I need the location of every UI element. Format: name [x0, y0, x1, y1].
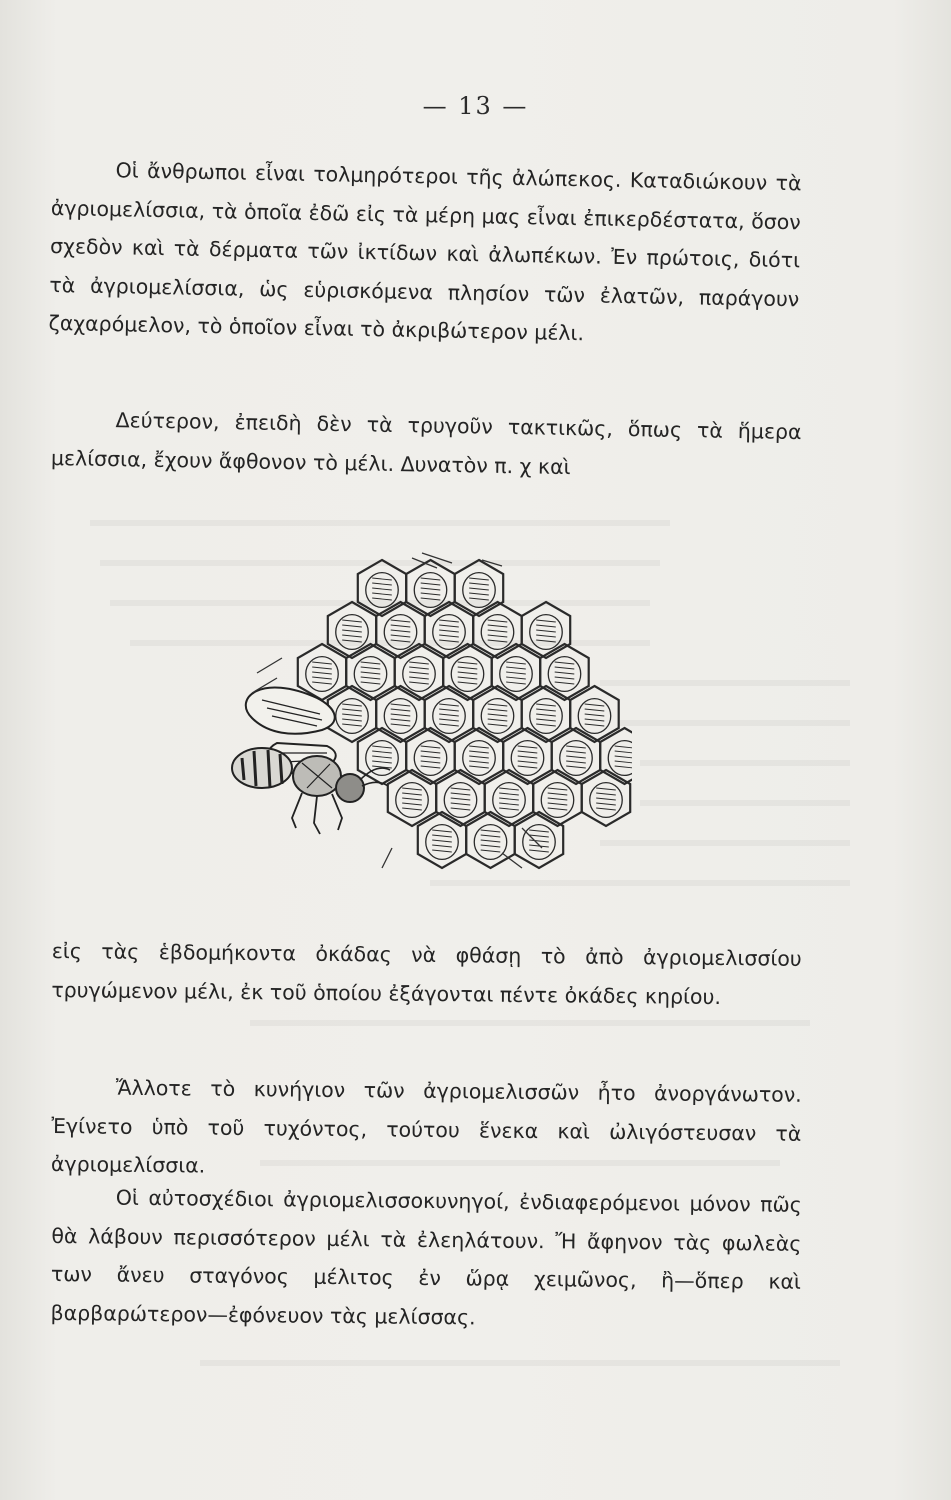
honeycomb-cell-cap [414, 741, 446, 776]
honeycomb-cell-cap [500, 657, 532, 692]
honeycomb-cell-cap [463, 573, 495, 608]
honeycomb-hatch [439, 714, 459, 716]
honeycomb-hatch [391, 714, 411, 716]
honeycomb-hatch [342, 625, 362, 627]
honeycomb-hatch [555, 672, 575, 674]
honeycomb-hatch [536, 625, 556, 627]
honeycomb-hatch [458, 677, 478, 679]
honeycomb-hatch [391, 724, 411, 726]
honeycomb-hatch [372, 598, 392, 600]
honeycomb-hatch [499, 788, 519, 790]
honeycomb-hatch [506, 667, 526, 669]
honeycomb-hatch [451, 793, 471, 795]
honeycomb-cell-cap [560, 741, 592, 776]
honeycomb-hatch [469, 598, 489, 600]
honeycomb-cell-cap [578, 699, 610, 734]
honeycomb-hatch [372, 761, 392, 763]
honeycomb-hatch [469, 578, 489, 580]
honeycomb-cell-cap [384, 699, 416, 734]
honeycomb-hatch [439, 620, 459, 622]
honeycomb-hatch [342, 640, 362, 642]
honeycomb-hatch [409, 662, 429, 664]
honeycomb-hatch [391, 625, 411, 627]
honeycomb-hatch [312, 667, 332, 669]
honeycomb-cell-cap [336, 699, 368, 734]
honeycomb-cell-cap [366, 573, 398, 608]
honeycomb-hatch [481, 835, 501, 837]
honeycomb-hatch [518, 746, 538, 748]
honeycomb-hatch [555, 682, 575, 684]
paragraph-1: Οἱ ἄνθρωποι εἶναι τολμηρότεροι τῆς ἀλώπεκος. Καταδιώκουν τὰ ἀγριομελίσσια, τὰ ὁποῖα ἐδῶ εἰς τὰ μέρη μας εἶναι ἐπικερδέστατα, ὅσον σχεδὸν καὶ τὰ δέρματα τῶν ἰκτίδων καὶ ἀλωπέκων. Ἐν πρώτοις, διότι τὰ ἀγριομελίσσια, ὡς εὑρισκόμενα πλησίον τῶν ἐλατῶν, παράγουν ζαχαρόμελον, τὸ ὁποῖον εἶναι τὸ ἀκριβώτερον μέλι. [48, 158, 802, 346]
honeycomb-hatch [421, 756, 441, 758]
paragraph-4: Ἄλλοτε τὸ κυνήγιον τῶν ἀγριομελισσῶν ἦτο ἀνοργάνωτον. Ἐγίνετο ὑπὸ τοῦ τυχόντος, τούτου ἕνεκα καὶ ὠλιγόστευσαν τὰ ἀγριομελίσσια. [50, 1075, 802, 1178]
honeycomb-hatch [499, 793, 519, 795]
honeycomb-hatch [439, 709, 459, 711]
honeycomb-hatch [506, 677, 526, 679]
honeycomb-cell-cap [366, 741, 398, 776]
honeycomb-hatch [615, 756, 632, 758]
honeycomb-hatch [499, 798, 519, 800]
honeycomb-hatch [518, 756, 538, 758]
honeycomb-hatch [402, 798, 422, 800]
honeycomb-cell-cap [444, 783, 476, 818]
honeycomb-hatch [469, 761, 489, 763]
honeycomb-cell-cap [608, 741, 632, 776]
honeycomb-cell-cap [511, 741, 543, 776]
honeycomb-hatch [402, 803, 422, 805]
honeycomb-hatch [615, 746, 632, 748]
honeycomb-hatch [506, 682, 526, 684]
honeycomb-hatch [481, 845, 501, 847]
honeycomb-hatch [421, 751, 441, 753]
honeycomb-hatch [596, 803, 616, 805]
honeycomb-hatch [372, 583, 392, 585]
honeycomb-hatch [555, 677, 575, 679]
honeycomb-hatch [566, 756, 586, 758]
honeycomb-hatch [596, 793, 616, 795]
honeycomb-hatch [566, 761, 586, 763]
honeycomb-hatch [361, 667, 381, 669]
honeycomb-hatch [391, 630, 411, 632]
honeycomb-hatch [391, 704, 411, 706]
honeycomb-hatch [536, 704, 556, 706]
honeycomb-hatch [488, 620, 508, 622]
honeycomb-hatch [342, 630, 362, 632]
honeycomb-hatch [548, 788, 568, 790]
honeycomb-hatch [439, 625, 459, 627]
honeycomb-hatch [421, 766, 441, 768]
honeycomb-hatch [488, 714, 508, 716]
honeycomb-hatch [402, 788, 422, 790]
honeycomb-hatch [596, 788, 616, 790]
honeycomb-hatch [391, 719, 411, 721]
honeycomb-hatch [518, 766, 538, 768]
honeycomb-hatch [432, 845, 452, 847]
honeycomb-hatch [469, 588, 489, 590]
honeycomb-hatch [451, 788, 471, 790]
honeycomb-hatch [481, 840, 501, 842]
honeycomb-cell-cap [481, 699, 513, 734]
paragraph-2: Δεύτερον, ἐπειδὴ δὲν τὰ τρυγοῦν τακτικῶς, ὅπως τὰ ἥμερα μελίσσια, ἔχουν ἄφθονον τὸ μέλι. Δυνατὸν π. χ καὶ [50, 408, 802, 479]
honeycomb-hatch [481, 850, 501, 852]
honeycomb-hatch [555, 662, 575, 664]
honeycomb-hatch [372, 746, 392, 748]
honeycomb-hatch [439, 640, 459, 642]
honeycomb-hatch [391, 635, 411, 637]
honeycomb-cell-cap [396, 783, 428, 818]
honeycomb-hatch [536, 709, 556, 711]
honeycomb-hatch [361, 682, 381, 684]
honeycomb-hatch [342, 714, 362, 716]
honeycomb-hatch [409, 672, 429, 674]
honeycomb-hatch [432, 850, 452, 852]
honeycomb-cell-cap [590, 783, 622, 818]
honeycomb-hatch [421, 598, 441, 600]
honeycomb-hatch [421, 583, 441, 585]
honeycomb-hatch [566, 766, 586, 768]
honeycomb-hatch [488, 719, 508, 721]
honeycomb-hatch [451, 803, 471, 805]
honeycomb-hatch [585, 709, 605, 711]
honeycomb-hatch [421, 761, 441, 763]
honeycomb-hatch [469, 583, 489, 585]
honeycomb-cell-cap [433, 615, 465, 650]
honeycomb-hatch [536, 719, 556, 721]
honeycomb-cell-cap [433, 699, 465, 734]
honeycomb-hatch [421, 593, 441, 595]
honeycomb-hatch [409, 677, 429, 679]
honeycomb-hatch [458, 682, 478, 684]
honeycomb-hatch [469, 766, 489, 768]
honeycomb-hatch [439, 704, 459, 706]
honeycomb-hatch [596, 798, 616, 800]
honeycomb-hatch [361, 672, 381, 674]
honeycomb-hatch [391, 640, 411, 642]
honeycomb-bee-engraving [222, 548, 632, 878]
honeycomb-hatch [536, 630, 556, 632]
honeycomb-hatch [548, 808, 568, 810]
honeycomb-hatch [488, 640, 508, 642]
honeycomb-hatch [458, 662, 478, 664]
honeycomb-hatch [409, 667, 429, 669]
honeycomb-cell-cap [306, 657, 338, 692]
honeycomb-cell-cap [481, 615, 513, 650]
honeycomb-hatch [529, 830, 549, 832]
honeycomb-cell-cap [426, 825, 458, 860]
honeycomb-hatch [536, 724, 556, 726]
honeycomb-hatch [615, 761, 632, 763]
honeycomb-cell-cap [474, 825, 506, 860]
honeycomb-hatch [409, 682, 429, 684]
honeycomb-hatch [372, 756, 392, 758]
honeycomb-hatch [342, 704, 362, 706]
paragraph-5: Οἱ αὐτοσχέδιοι ἀγριομελισσοκυνηγοί, ἐνδιαφερόμενοι μόνον πῶς θὰ λάβουν περισσότερον μέλι τὰ ἐλεηλάτουν. Ἤ ἄφηνον τὰς φωλεὰς των ἄνευ σταγόνος μέλιτος ἐν ὥρᾳ χειμῶνος, ἢ—ὅπερ καὶ βαρβαρώτερον—ἐφόνευον τὰς μελίσσας. [50, 1185, 802, 1329]
honeycomb-hatch [451, 808, 471, 810]
honeycomb-cell-cap [451, 657, 483, 692]
honeycomb-hatch [391, 620, 411, 622]
honeycomb-hatch [421, 578, 441, 580]
honeycomb-hatch [499, 808, 519, 810]
honeycomb-cell-cap [541, 783, 573, 818]
honeycomb-hatch [566, 751, 586, 753]
honeycomb-hatch [342, 724, 362, 726]
honeycomb-hatch [548, 793, 568, 795]
honeycomb-hatch [458, 667, 478, 669]
honeycomb-hatch [469, 756, 489, 758]
honeycomb-hatch [529, 850, 549, 852]
honeycomb-hatch [439, 635, 459, 637]
honeycomb-hatch [488, 704, 508, 706]
honeycomb-hatch [421, 746, 441, 748]
honeycomb-hatch [488, 724, 508, 726]
honeycomb-hatch [451, 798, 471, 800]
honeycomb-hatch [361, 662, 381, 664]
paragraph-3: εἰς τὰς ἑβδομήκοντα ὀκάδας νὰ φθάσῃ τὸ ἀπὸ ἀγριομελισσίου τρυγώμενον μέλι, ἐκ τοῦ ὁποίου ἐξάγονται πέντε ὀκάδες κηρίου. [51, 938, 802, 1009]
honeycomb-hatch [499, 803, 519, 805]
honeycomb-hatch [548, 803, 568, 805]
honeycomb-hatch [555, 667, 575, 669]
honeycomb-hatch [615, 751, 632, 753]
honeycomb-hatch [432, 830, 452, 832]
honeycomb-hatch [488, 625, 508, 627]
honeycomb-cell-cap [530, 615, 562, 650]
honeycomb-hatch [469, 751, 489, 753]
honeycomb-hatch [432, 840, 452, 842]
honeycomb-hatch [488, 709, 508, 711]
honeycomb-cell-cap [493, 783, 525, 818]
honeycomb-hatch [596, 808, 616, 810]
honeycomb-hatch [585, 714, 605, 716]
honeycomb-hatch [342, 635, 362, 637]
honeycomb-hatch [566, 746, 586, 748]
honeycomb-hatch [536, 635, 556, 637]
honeycomb-hatch [372, 751, 392, 753]
honeycomb-hatch [342, 620, 362, 622]
honeycomb-cell-cap [548, 657, 580, 692]
honeycomb-hatch [536, 620, 556, 622]
honeycomb-hatch [312, 672, 332, 674]
honeycomb-hatch [585, 704, 605, 706]
honeycomb-hatch [615, 766, 632, 768]
honeycomb-hatch [402, 808, 422, 810]
honeycomb-hatch [402, 793, 422, 795]
honeycomb-cell-cap [384, 615, 416, 650]
honeycomb-hatch [342, 709, 362, 711]
honeycomb-cell-cap [530, 699, 562, 734]
honeycomb-hatch [372, 593, 392, 595]
honeycomb-hatch [439, 719, 459, 721]
honeycomb-hatch [469, 593, 489, 595]
honeycomb-hatch [536, 714, 556, 716]
honeycomb-hatch [585, 724, 605, 726]
honeycomb-hatch [585, 719, 605, 721]
honeycomb-hatch [391, 709, 411, 711]
honeycomb-hatch [506, 672, 526, 674]
honeycomb-hatch [469, 746, 489, 748]
honeycomb-hatch [439, 630, 459, 632]
honeycomb-hatch [372, 578, 392, 580]
honeycomb-hatch [312, 682, 332, 684]
honeycomb-hatch [488, 630, 508, 632]
honeycomb-hatch [361, 677, 381, 679]
honeycomb-cell-cap [523, 825, 555, 860]
honeycomb-hatch [529, 835, 549, 837]
honeycomb-hatch [518, 751, 538, 753]
honeycomb-hatch [439, 724, 459, 726]
honeycomb-hatch [421, 588, 441, 590]
honeycomb-hatch [506, 662, 526, 664]
honeycomb-cell-cap [354, 657, 386, 692]
page-number: — 13 — [422, 92, 529, 120]
honeycomb-hatch [342, 719, 362, 721]
honeycomb-cell-cap [463, 741, 495, 776]
honeycomb-hatch [481, 830, 501, 832]
honeycomb-cell-cap [336, 615, 368, 650]
honeycomb-hatch [548, 798, 568, 800]
honeycomb-hatch [518, 761, 538, 763]
honeycomb-cell-cap [414, 573, 446, 608]
honeycomb-hatch [432, 835, 452, 837]
honeycomb-hatch [488, 635, 508, 637]
honeycomb-hatch [372, 588, 392, 590]
honeycomb-hatch [458, 672, 478, 674]
honeycomb-cell-cap [403, 657, 435, 692]
honeycomb-hatch [312, 662, 332, 664]
honeycomb-hatch [536, 640, 556, 642]
honeycomb-hatch [529, 840, 549, 842]
honeycomb-hatch [312, 677, 332, 679]
